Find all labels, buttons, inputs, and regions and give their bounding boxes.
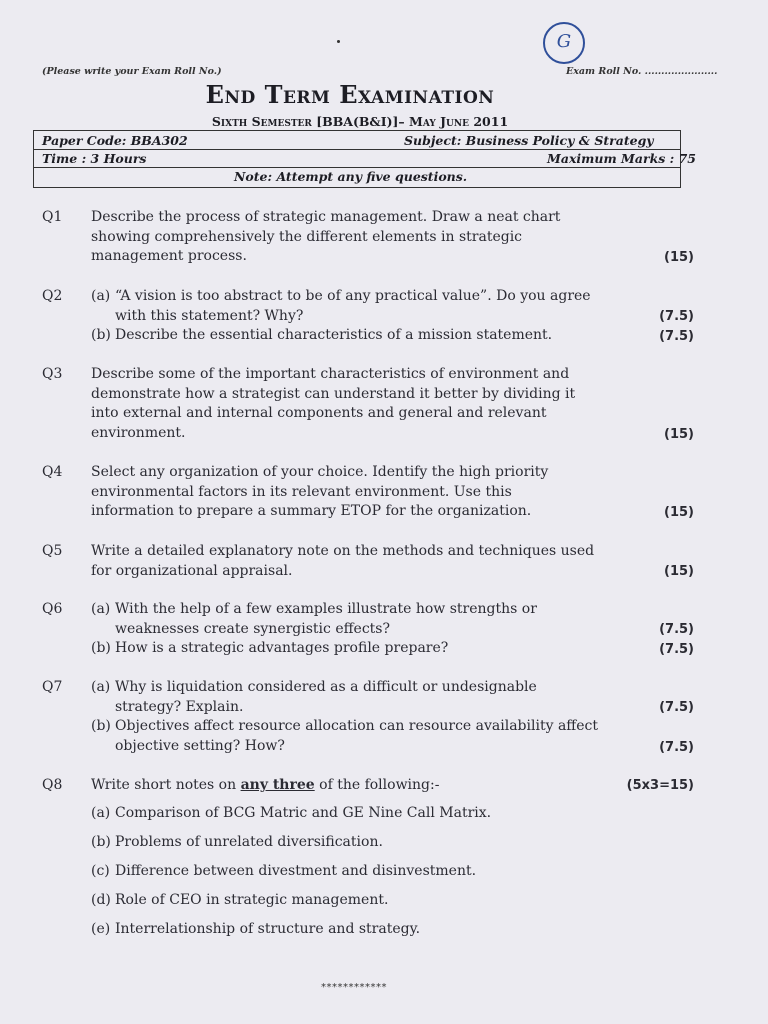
- item-text: Difference between divestment and disinvestment.: [115, 862, 477, 879]
- paper-code: Paper Code: BBA302: [42, 133, 188, 148]
- question-number: Q1: [42, 209, 63, 225]
- text-line: Describe the essential characteristics of a mission statement.: [115, 327, 553, 343]
- question-text: [91, 776, 670, 939]
- exam-roll-label: Exam Roll No. ......................: [566, 66, 718, 77]
- sub-label: (b): [91, 327, 111, 343]
- sub-label: (b): [91, 833, 111, 850]
- text-line: Describe the process of strategic management. Draw a neat chart: [91, 209, 561, 225]
- text-line: Why is liquidation considered as a difficult or undesignable: [115, 679, 537, 695]
- text-line: for organizational appraisal.: [91, 562, 293, 579]
- sub-label: (a): [91, 288, 111, 304]
- question-text: [91, 542, 670, 581]
- text-line: objective setting? How?: [115, 737, 285, 754]
- question-number: Q2: [42, 288, 63, 304]
- text-line: Select any organization of your choice. Identify the high priority: [91, 464, 549, 480]
- text-line: environment.: [91, 424, 186, 441]
- marks: (5x3=15): [626, 778, 694, 793]
- sub-label: (e): [91, 920, 111, 937]
- intro-text: Write short notes on: [91, 777, 241, 793]
- question-number: Q4: [42, 464, 63, 480]
- marks: (7.5): [659, 329, 694, 344]
- list-item: [91, 833, 670, 853]
- question-number: Q8: [42, 777, 63, 793]
- intro-text: of the following:-: [314, 777, 440, 793]
- sub-label: (c): [91, 862, 110, 879]
- marks: (15): [664, 505, 694, 520]
- sub-label: (a): [91, 679, 111, 695]
- question-number: Q3: [42, 366, 63, 382]
- text-line: Describe some of the important characteristics of environment and: [91, 366, 570, 382]
- text-line: into external and internal components and general and relevant: [91, 405, 547, 421]
- item-text: Role of CEO in strategic management.: [115, 891, 389, 908]
- question-text: [91, 365, 670, 443]
- intro-emphasis: any three: [240, 777, 315, 793]
- text-line: Write a detailed explanatory note on the methods and techniques used: [91, 543, 595, 559]
- text-line: information to prepare a summary ETOP for the organization.: [91, 503, 532, 519]
- instruction-note: Note: Attempt any five questions.: [234, 169, 468, 184]
- list-item: [91, 891, 670, 911]
- text-line: Objectives affect resource allocation can resource availability affect: [115, 718, 598, 734]
- question-text: [91, 463, 670, 522]
- marks: (7.5): [659, 642, 694, 657]
- text-line: management process.: [91, 248, 247, 264]
- text-line: weaknesses create synergistic effects?: [115, 620, 390, 637]
- sub-label: (b): [91, 718, 111, 734]
- text-line: With the help of a few examples illustrate how strengths or: [115, 601, 537, 617]
- box-divider: [34, 149, 680, 150]
- question-text: [91, 600, 670, 659]
- item-text: Interrelationship of structure and strategy.: [115, 920, 421, 937]
- item-text: Problems of unrelated diversification.: [115, 833, 383, 850]
- list-item: [91, 804, 670, 824]
- question-text: [91, 208, 670, 267]
- text-line: showing comprehensively the different elements in strategic: [91, 228, 523, 245]
- sub-label: (a): [91, 601, 111, 617]
- question-text: [91, 678, 670, 756]
- question-number: Q5: [42, 543, 63, 559]
- end-stars: ************: [321, 982, 387, 993]
- marks: (7.5): [659, 700, 694, 715]
- paper-info-box: [33, 130, 696, 188]
- maximum-marks: Maximum Marks : 75: [547, 151, 696, 166]
- text-line: How is a strategic advantages profile prepare?: [115, 640, 449, 656]
- text-line: with this statement? Why?: [115, 307, 304, 324]
- text-line: strategy? Explain.: [115, 698, 244, 715]
- list-item: [91, 862, 670, 882]
- sub-label: (b): [91, 640, 111, 656]
- text-line: demonstrate how a strategist can understand it better by dividing it: [91, 385, 576, 402]
- subject: Subject: Business Policy & Strategy: [404, 133, 654, 148]
- list-item: [91, 920, 670, 940]
- sub-label: (d): [91, 891, 111, 908]
- marks: (15): [664, 427, 694, 442]
- box-divider: [34, 167, 680, 168]
- question-number: Q7: [42, 679, 63, 695]
- roll-note: (Please write your Exam Roll No.): [42, 66, 222, 77]
- text-line: “A vision is too abstract to be of any practical value”. Do you agree: [115, 288, 591, 304]
- speck: [337, 40, 340, 43]
- page-title: End Term Examination: [205, 80, 495, 109]
- question-text: [91, 287, 670, 346]
- marks: (15): [664, 250, 694, 265]
- time-allowed: Time : 3 Hours: [42, 151, 147, 166]
- marks: (15): [664, 564, 694, 579]
- marks: (7.5): [659, 309, 694, 324]
- question-number: Q6: [42, 601, 63, 617]
- text-line: environmental factors in its relevant environment. Use this: [91, 483, 512, 500]
- marks: (7.5): [659, 740, 694, 755]
- handwritten-circled-mark: G: [543, 22, 585, 64]
- sub-label: (a): [91, 804, 111, 821]
- item-text: Comparison of BCG Matric and GE Nine Call Matrix.: [115, 804, 492, 821]
- marks: (7.5): [659, 622, 694, 637]
- page-subtitle: Sixth Semester [BBA(B&I)]– May June 2011: [211, 114, 509, 129]
